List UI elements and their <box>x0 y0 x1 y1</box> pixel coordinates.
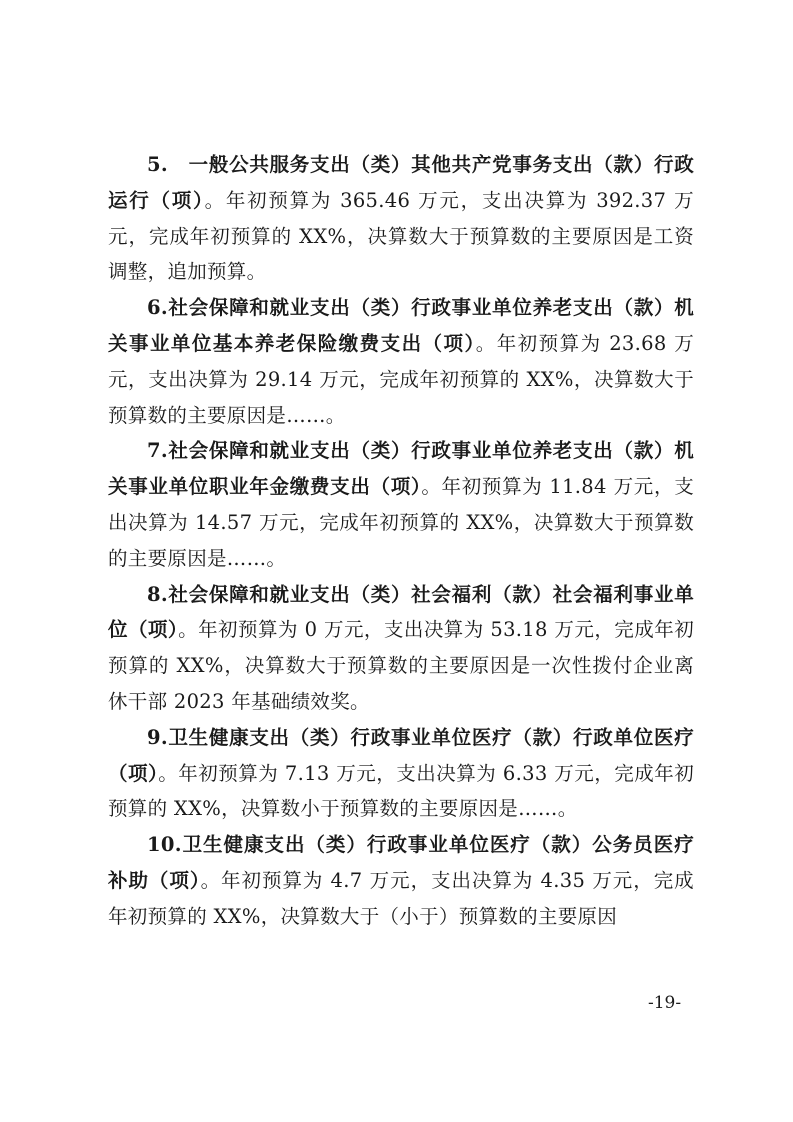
paragraph-item-5 <box>108 147 694 290</box>
paragraph-heading: 7.社会保障和就业支出（类）行政事业单位养老支出（款）机关事业单位职业年金缴费支出（项） <box>108 439 694 499</box>
paragraph-text: 。年初预算为 23.68 万元，支出决算为 29.14 万元，完成年初预算的 XX%，决算数大于预算数的主要原因是……。 <box>108 331 695 427</box>
document-body <box>108 147 694 935</box>
paragraph-item-10 <box>108 827 694 934</box>
paragraph-item-7 <box>108 433 694 576</box>
paragraph-item-6 <box>108 290 694 433</box>
paragraph-text: 。年初预算为 4.7 万元，支出决算为 4.35 万元，完成年初预算的 XX%，决算数大于（小于）预算数的主要原因 <box>108 868 694 928</box>
paragraph-heading: 9.卫生健康支出（类）行政事业单位医疗（款）行政单位医疗（项） <box>108 725 694 785</box>
paragraph-heading: 5. 一般公共服务支出（类）其他共产党事务支出（款）行政运行（项） <box>108 153 694 212</box>
paragraph-item-8 <box>108 577 694 720</box>
paragraph-heading: 10.卫生健康支出（类）行政事业单位医疗（款）公务员医疗补助（项） <box>108 833 694 892</box>
paragraph-heading: 8.社会保障和就业支出（类）社会福利（款）社会福利事业单位（项） <box>108 582 694 642</box>
paragraph-item-9 <box>108 720 694 827</box>
paragraph-text: 。年初预算为 11.84 万元，支出决算为 14.57 万元，完成年初预算的 XX%，决算数大于预算数的主要原因是……。 <box>108 475 694 570</box>
page-number: -19- <box>648 993 682 1013</box>
paragraph-text: 。年初预算为 7.13 万元，支出决算为 6.33 万元，完成年初预算的 XX%，决算数小于预算数的主要原因是……。 <box>108 761 695 821</box>
paragraph-heading: 6.社会保障和就业支出（类）行政事业单位养老支出（款）机关事业单位基本养老保险缴费支出（项） <box>108 296 694 355</box>
paragraph-text: 。年初预算为 365.46 万元，支出决算为 392.37 万元，完成年初预算的 XX%，决算数大于预算数的主要原因是工资调整，追加预算。 <box>108 188 694 284</box>
paragraph-text: 。年初预算为 0 万元，支出决算为 53.18 万元，完成年初预算的 XX%，决算数大于预算数的主要原因是一次性拨付企业离休干部 2023 年基础绩效奖。 <box>108 618 694 713</box>
